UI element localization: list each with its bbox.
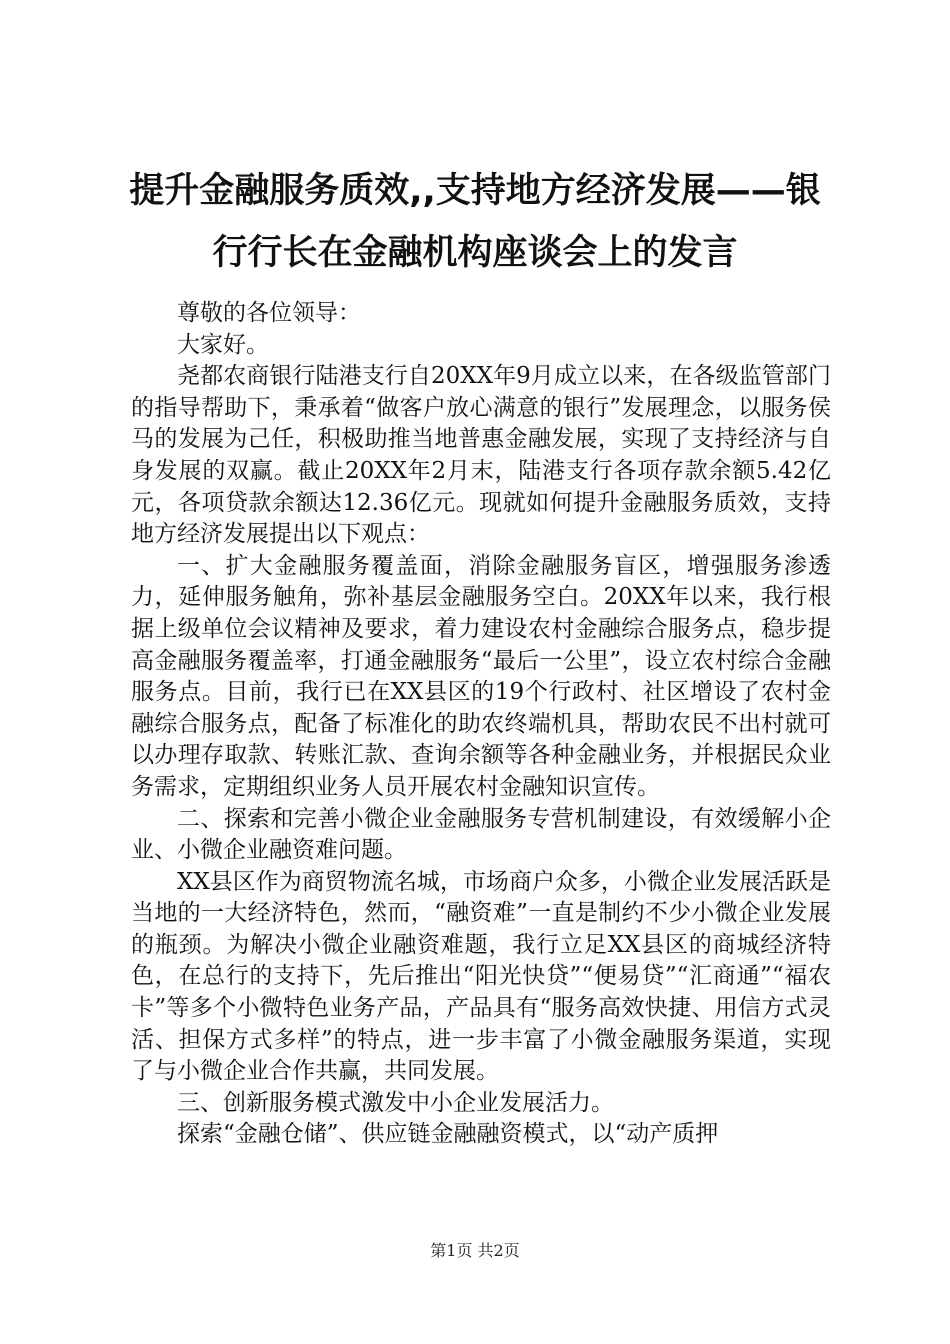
intro-paragraph: 尧都农商银行陆港支行自20XX年9月成立以来，在各级监管部门的指导帮助下，秉承着“做客户放心满意的银行”发展理念，以服务侯马的发展为己任，积极助推当地普惠金融发展，实现了支持经济与自身发展的双赢。截止20XX年2月末，陆港支行各项存款余额5.42亿元，各项贷款余额达12.36亿元。现就如何提升金融服务质效，支持地方经济发展提出以下观点：	[131, 363, 831, 548]
greeting: 大家好。	[177, 331, 269, 358]
point-one-paragraph: 一、扩大金融服务覆盖面，消除金融服务盲区，增强服务渗透力，延伸服务触角，弥补基层金融服务空白。20XX年以来，我行根据上级单位会议精神及要求，着力建设农村金融综合服务点，稳步提高金融服务覆盖率，打通金融服务“最后一公里”，设立农村综合金融服务点。目前，我行已在XX县区的19个行政村、社区增设了农村金融综合服务点，配备了标准化的助农终端机具，帮助农民不出村就可以办理存取款、转账汇款、查询余额等各种金融业务，并根据民众业务需求，定期组织业务人员开展农村金融知识宣传。	[131, 552, 831, 800]
salutation: 尊敬的各位领导：	[177, 300, 361, 326]
point-two-paragraph: XX县区作为商贸物流名城，市场商户众多，小微企业发展活跃是当地的一大经济特色，然而，“融资难”一直是制约不少小微企业发展的瓶颈。为解决小微企业融资难题，我行立足XX县区的商城经济特色，在总行的支持下，先后推出“阳光快贷”“便易贷”“汇商通”“福农卡”等多个小微特色业务产品，产品具有“服务高效快捷、用信方式灵活、担保方式多样”的特点，进一步丰富了小微金融服务渠道，实现了与小微企业合作共赢，共同发展。	[131, 868, 831, 1085]
point-two-heading: 二、探索和完善小微企业金融服务专营机制建设，有效缓解小企业、小微企业融资难问题。	[131, 805, 831, 864]
title-line-1: 提升金融服务质效,,支持地方经济发展——银	[129, 171, 821, 211]
point-three-paragraph: 探索“金融仓储”、供应链金融融资模式，以“动产质押	[177, 1121, 719, 1148]
point-three-heading: 三、创新服务模式激发中小企业发展活力。	[177, 1089, 614, 1116]
title-line-2: 行行长在金融机构座谈会上的发言	[212, 233, 738, 273]
page-footer: 第1页 共2页	[430, 1241, 520, 1260]
document-body	[131, 298, 831, 1151]
document-title	[120, 160, 830, 284]
